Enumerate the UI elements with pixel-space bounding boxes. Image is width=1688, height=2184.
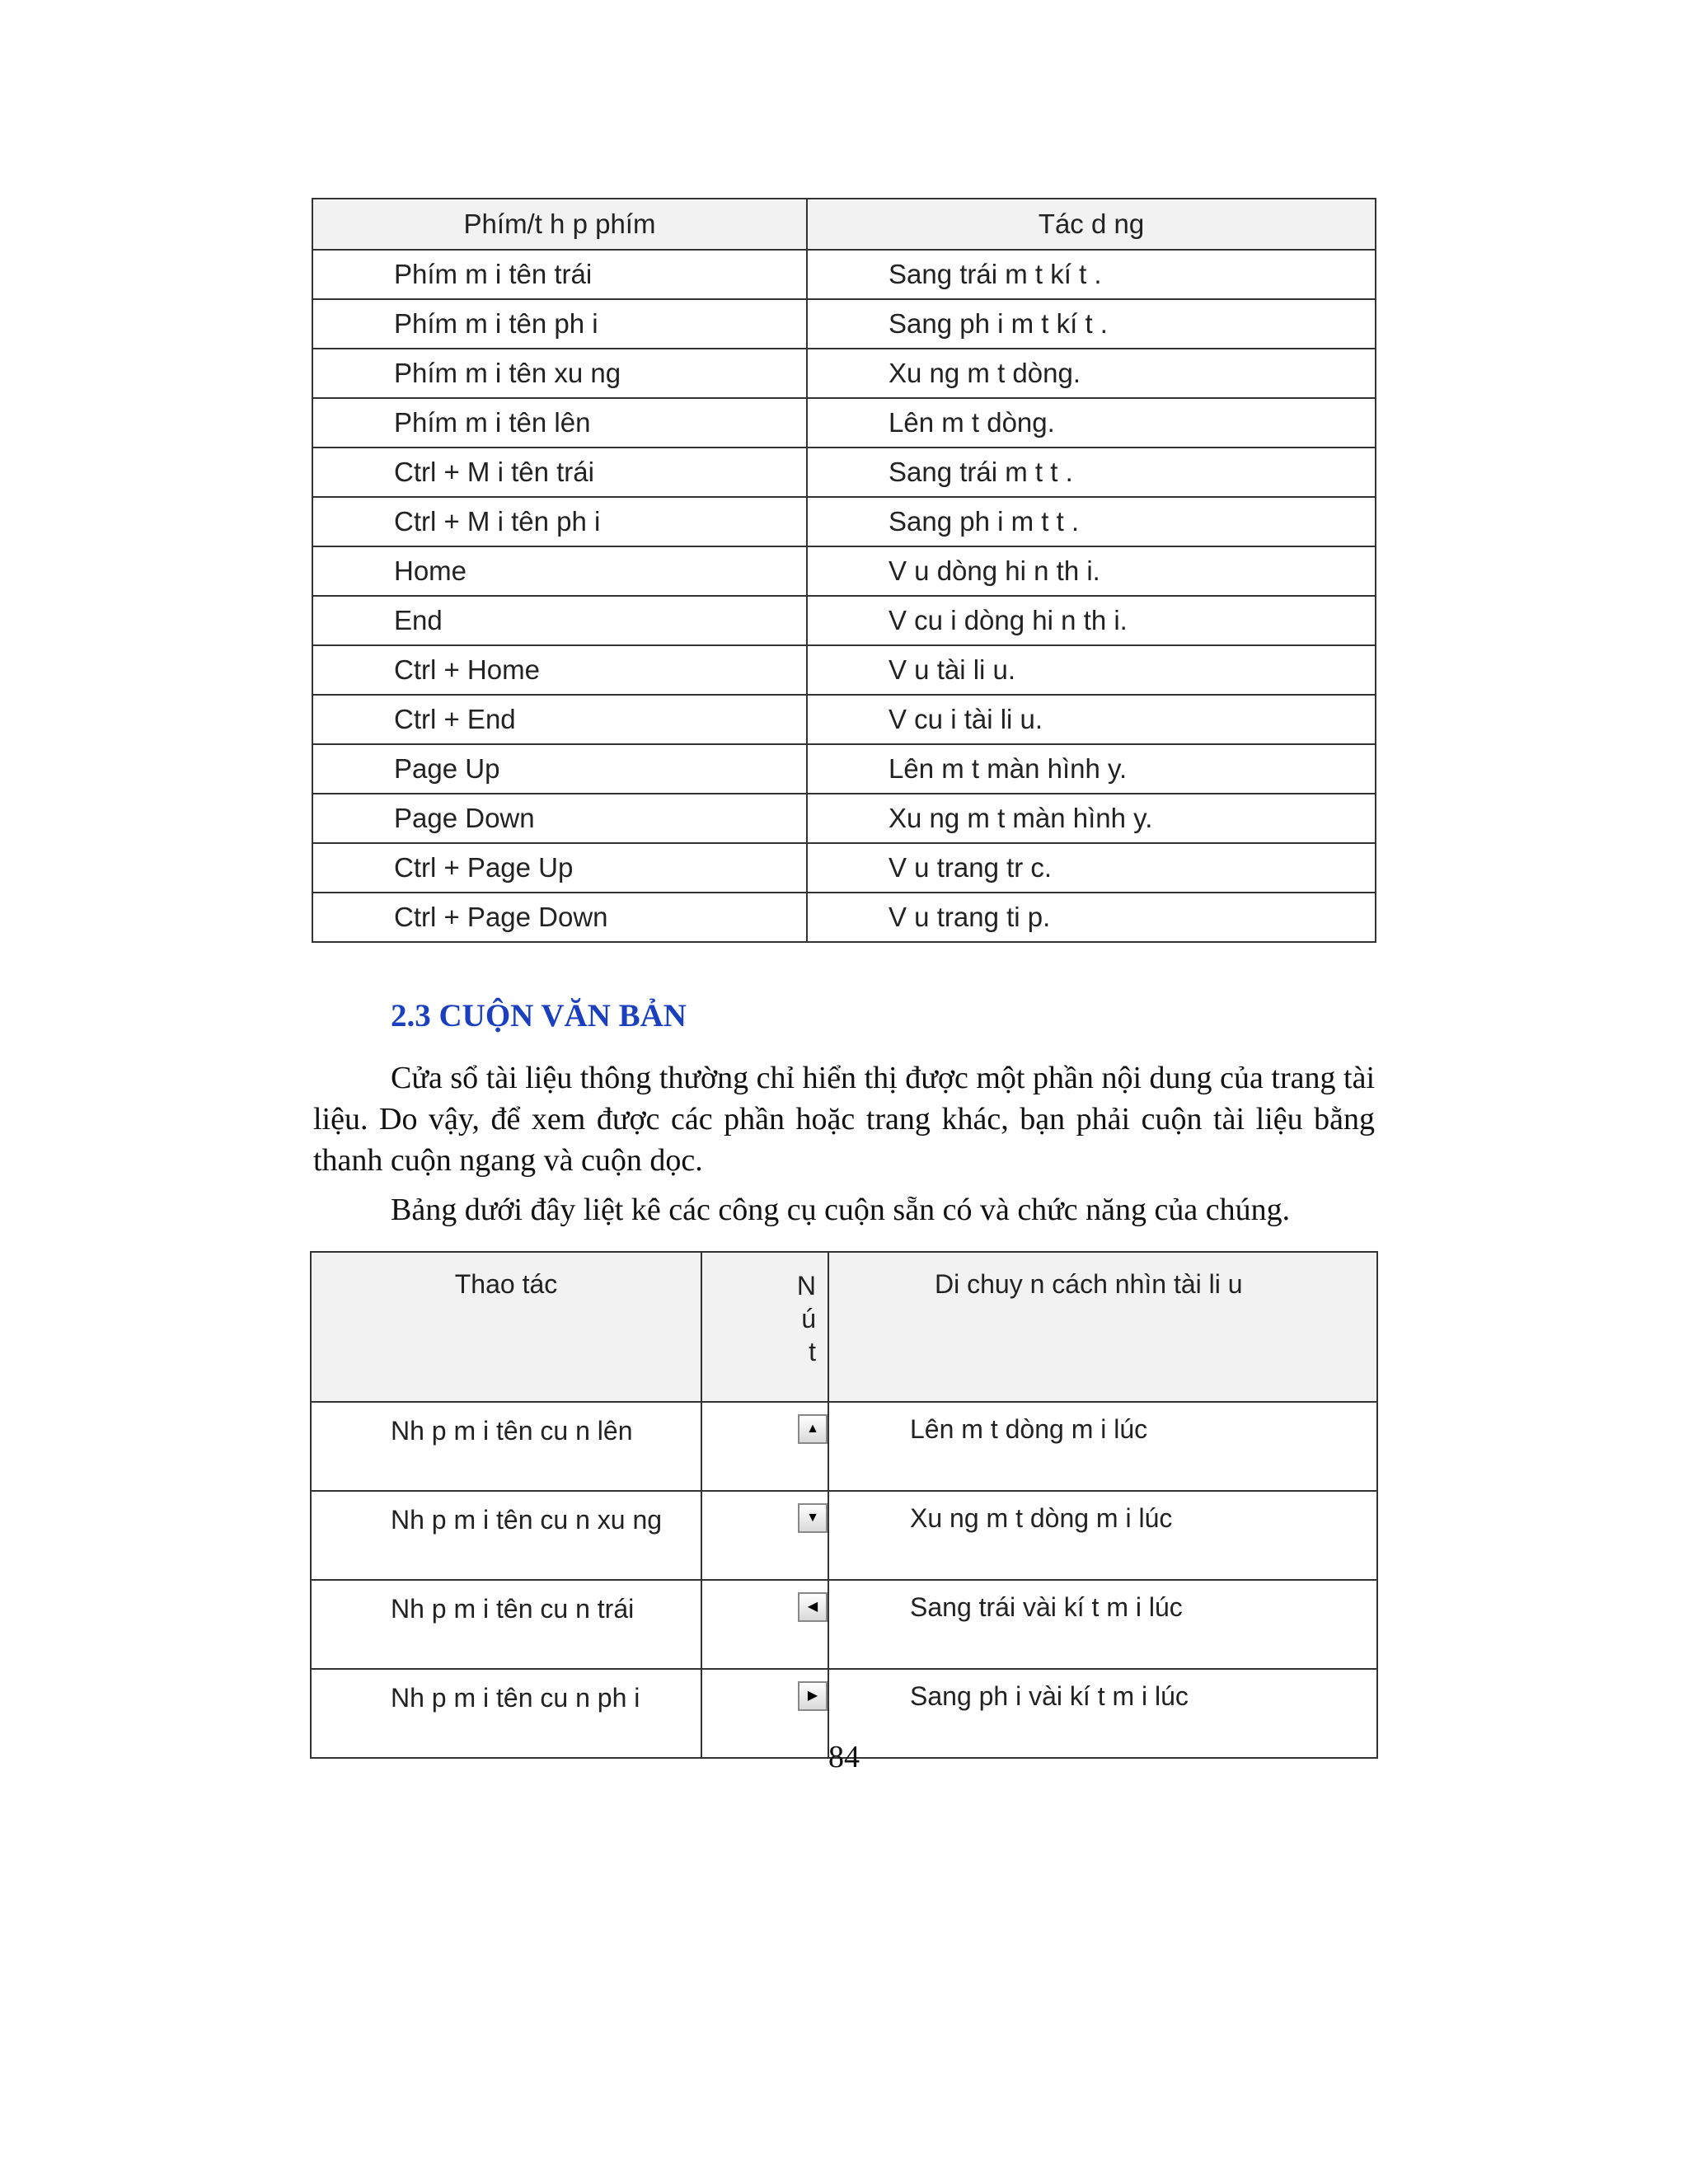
- shortcut-key-cell: Ctrl + M i tên trái: [312, 448, 807, 497]
- scroll-operation-cell: Nh p m i tên cu n trái: [311, 1580, 701, 1669]
- column-header-key: Phím/t h p phím: [312, 199, 807, 250]
- shortcut-action-cell: Xu ng m t màn hình y.: [807, 794, 1376, 843]
- table-row: [312, 349, 1376, 398]
- table-row: [312, 497, 1376, 546]
- shortcut-key-cell: Phím m i tên trái: [312, 250, 807, 299]
- shortcut-action-cell: Sang trái m t kí t .: [807, 250, 1376, 299]
- shortcut-key-cell: Phím m i tên lên: [312, 398, 807, 448]
- shortcut-action-cell: V cu i dòng hi n th i.: [807, 596, 1376, 645]
- scroll-tools-table: [310, 1251, 1378, 1759]
- table-row: [312, 744, 1376, 794]
- shortcut-key-cell: End: [312, 596, 807, 645]
- shortcut-action-cell: Sang ph i m t t .: [807, 497, 1376, 546]
- table-row: [311, 1491, 1377, 1580]
- table-row: [312, 596, 1376, 645]
- table-row: [312, 645, 1376, 695]
- column-header-operation: Thao tác: [311, 1252, 701, 1402]
- shortcut-key-cell: Page Up: [312, 744, 807, 794]
- body-paragraph: Bảng dưới đây liệt kê các công cụ cuộn sẵn có và chức năng của chúng.: [391, 1193, 1291, 1227]
- table-row: [312, 893, 1376, 942]
- shortcut-action-cell: Lên m t dòng.: [807, 398, 1376, 448]
- table-header-row: [311, 1252, 1377, 1402]
- table-row: [311, 1580, 1377, 1669]
- scroll-movement-cell: Lên m t dòng m i lúc: [828, 1402, 1377, 1491]
- scroll-operation-cell: Nh p m i tên cu n lên: [311, 1402, 701, 1491]
- shortcut-action-cell: Sang trái m t t .: [807, 448, 1376, 497]
- column-header-button-label: N ú t: [796, 1271, 816, 1366]
- shortcut-action-cell: V u tài li u.: [807, 645, 1376, 695]
- shortcut-key-cell: Home: [312, 546, 807, 596]
- table-row: [312, 448, 1376, 497]
- shortcut-key-cell: Ctrl + Page Down: [312, 893, 807, 942]
- table-row: [312, 695, 1376, 744]
- scroll-operation-cell: Nh p m i tên cu n ph i: [311, 1669, 701, 1758]
- body-paragraph: Cửa sổ tài liệu thông thường chỉ hiển thị được một phần nội dung của trang tài liệu. Do vậy, để xem được các phần hoặc trang khác, bạn phải cuộn tài liệu bằng thanh cuộn ngang và cuộn dọc.: [313, 1061, 1375, 1178]
- column-header-button: [701, 1252, 828, 1402]
- shortcut-action-cell: Sang ph i m t kí t .: [807, 299, 1376, 349]
- table-row: [311, 1402, 1377, 1491]
- scroll-left-arrow-icon: ◀: [798, 1592, 828, 1622]
- shortcut-key-cell: Ctrl + Home: [312, 645, 807, 695]
- scroll-down-arrow-icon: ▼: [798, 1503, 828, 1533]
- page-number: 84: [828, 1740, 860, 1774]
- section-heading: 2.3 CUỘN VĂN BẢN: [391, 998, 687, 1033]
- shortcut-action-cell: V cu i tài li u.: [807, 695, 1376, 744]
- shortcut-key-cell: Ctrl + Page Up: [312, 843, 807, 893]
- scroll-button-cell: [701, 1580, 828, 1669]
- table-row: [312, 546, 1376, 596]
- shortcut-key-cell: Page Down: [312, 794, 807, 843]
- shortcut-action-cell: Lên m t màn hình y.: [807, 744, 1376, 794]
- table-header-row: [312, 199, 1376, 250]
- scroll-right-arrow-icon: ▶: [798, 1681, 828, 1711]
- shortcut-key-cell: Ctrl + End: [312, 695, 807, 744]
- scroll-movement-cell: Sang trái vài kí t m i lúc: [828, 1580, 1377, 1669]
- table-row: [312, 398, 1376, 448]
- shortcut-key-cell: Phím m i tên ph i: [312, 299, 807, 349]
- scroll-up-arrow-icon: ▲: [798, 1414, 828, 1444]
- column-header-movement: Di chuy n cách nhìn tài li u: [828, 1252, 1377, 1402]
- scroll-operation-cell: Nh p m i tên cu n xu ng: [311, 1491, 701, 1580]
- scroll-movement-cell: Sang ph i vài kí t m i lúc: [828, 1669, 1377, 1758]
- keyboard-shortcut-table: [312, 198, 1376, 943]
- table-row: [312, 250, 1376, 299]
- shortcut-action-cell: V u trang tr c.: [807, 843, 1376, 893]
- scroll-button-cell: [701, 1491, 828, 1580]
- shortcut-action-cell: V u dòng hi n th i.: [807, 546, 1376, 596]
- scroll-movement-cell: Xu ng m t dòng m i lúc: [828, 1491, 1377, 1580]
- shortcut-action-cell: V u trang ti p.: [807, 893, 1376, 942]
- table-row: [312, 843, 1376, 893]
- table-row: [312, 299, 1376, 349]
- scroll-button-cell: [701, 1402, 828, 1491]
- shortcut-key-cell: Ctrl + M i tên ph i: [312, 497, 807, 546]
- shortcut-key-cell: Phím m i tên xu ng: [312, 349, 807, 398]
- column-header-action: Tác d ng: [807, 199, 1376, 250]
- shortcut-action-cell: Xu ng m t dòng.: [807, 349, 1376, 398]
- table-row: [312, 794, 1376, 843]
